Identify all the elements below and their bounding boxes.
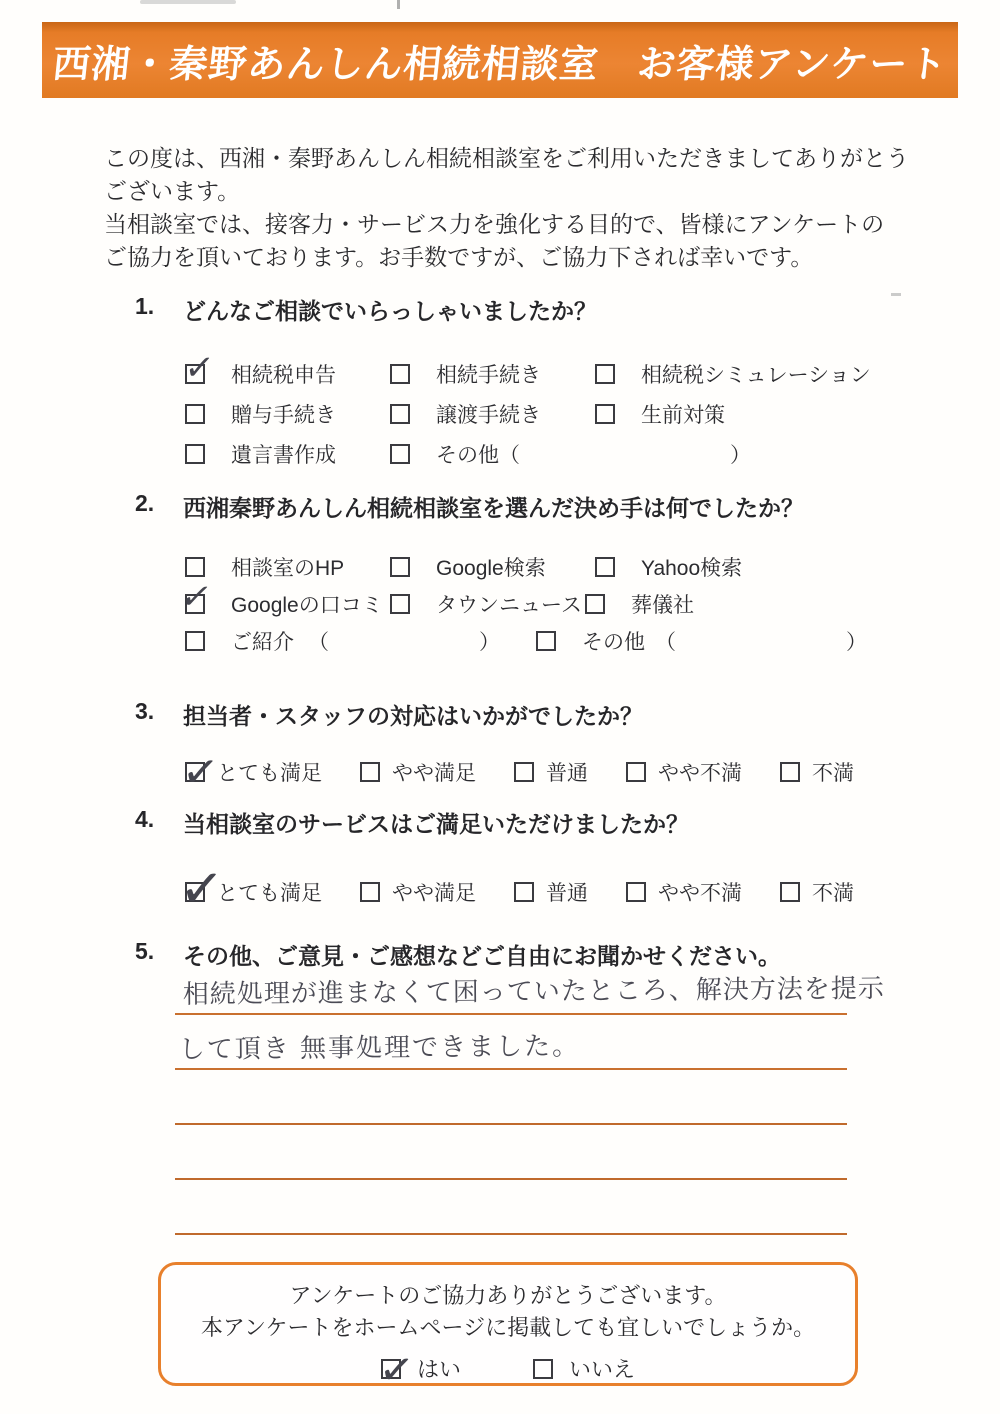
paren-open: （ xyxy=(655,630,676,654)
consent-option-no xyxy=(533,1353,635,1384)
q3-options-row xyxy=(179,745,940,800)
scan-artifact xyxy=(140,0,236,4)
question-4-title xyxy=(135,806,940,839)
intro-line: ございます。 xyxy=(104,178,241,204)
q3-option-very-satisfied xyxy=(179,745,322,800)
intro-line: ご協力を頂いております。お手数ですが、ご協力下されば幸いです。 xyxy=(104,244,814,270)
q1-option-5-checkbox[interactable] xyxy=(390,404,410,424)
option-label: Googleの口コミ xyxy=(231,593,383,617)
option-label: 贈与手続き xyxy=(231,404,336,427)
question-1-title xyxy=(135,293,940,326)
checkmark-icon: ✓ xyxy=(182,348,217,388)
paren-open: （ xyxy=(499,444,520,467)
q2-option-4 xyxy=(177,576,390,619)
option-label: 不満 xyxy=(812,762,854,785)
checkmark-icon: ✓ xyxy=(179,745,222,800)
q3-option-neutral xyxy=(514,757,588,787)
option-label: 相続税申告 xyxy=(231,364,336,387)
q4-somewhat-satisfied-checkbox[interactable] xyxy=(360,882,380,902)
paren-open: （ xyxy=(308,630,329,654)
q4-option-dissatisfied xyxy=(780,877,854,907)
q3-option-dissatisfied xyxy=(780,757,854,787)
intro-text xyxy=(104,142,909,274)
q1-options-row-2 xyxy=(185,394,940,434)
option-label: 葬儀社 xyxy=(631,593,694,617)
free-comment-area[interactable] xyxy=(175,960,885,1235)
question-number: 2. xyxy=(135,490,155,516)
question-2 xyxy=(135,490,940,659)
consent-option-yes xyxy=(376,1342,461,1396)
consent-thanks-text: アンケートのご協力ありがとうございます。 xyxy=(289,1283,727,1308)
option-label: やや不満 xyxy=(658,882,742,905)
q1-option-3 xyxy=(595,359,871,389)
checkmark-icon: ✓ xyxy=(177,576,216,617)
q2-option-referral-checkbox[interactable] xyxy=(185,631,205,651)
q1-option-7-checkbox[interactable] xyxy=(185,444,205,464)
intro-line: 当相談室では、接客力・サービス力を強化する目的で、皆様にアンケートの xyxy=(104,211,885,237)
q1-option-1 xyxy=(182,348,390,389)
consent-no-checkbox[interactable] xyxy=(533,1359,553,1379)
question-number: 3. xyxy=(135,698,155,724)
q2-options-row-3 xyxy=(185,622,940,659)
q3-neutral-checkbox[interactable] xyxy=(514,762,534,782)
comment-line[interactable] xyxy=(175,1015,847,1070)
q2-option-6-checkbox[interactable] xyxy=(585,594,605,614)
q2-option-2 xyxy=(390,552,595,582)
option-label: 相続手続き xyxy=(436,364,541,387)
q4-option-very-satisfied xyxy=(177,855,322,922)
consent-yes-checkbox[interactable] xyxy=(376,1342,417,1396)
q3-dissatisfied-checkbox[interactable] xyxy=(780,762,800,782)
q4-option-neutral xyxy=(514,877,588,907)
question-text: どんなご相談でいらっしゃいましたか？ xyxy=(183,298,597,324)
question-text: 当相談室のサービスはご満足いただけましたか？ xyxy=(183,811,689,837)
option-label: Google検索 xyxy=(436,556,546,580)
option-label: とても満足 xyxy=(217,882,322,905)
q1-option-5 xyxy=(390,399,595,429)
q2-option-3 xyxy=(595,552,742,582)
q3-option-somewhat-dissatisfied xyxy=(626,757,742,787)
question-1 xyxy=(135,293,940,474)
q3-very-satisfied-checkbox[interactable] xyxy=(179,745,222,800)
question-3 xyxy=(135,698,940,800)
q1-options-row-3 xyxy=(185,434,940,474)
consent-box xyxy=(158,1262,858,1396)
q2-option-6 xyxy=(585,589,694,619)
option-label: 普通 xyxy=(546,762,588,785)
comment-line[interactable] xyxy=(175,1125,847,1180)
question-text: その他、ご意見・ご感想などご自由にお聞かせください。 xyxy=(183,943,781,969)
option-label: とても満足 xyxy=(217,762,322,785)
option-label: タウンニュース xyxy=(436,593,582,617)
option-label: いいえ xyxy=(569,1357,636,1382)
question-4 xyxy=(135,806,940,922)
paren-close: ） xyxy=(730,444,751,467)
checkmark-icon: ✓ xyxy=(376,1342,417,1396)
q1-option-6 xyxy=(595,399,725,429)
option-label: 相続税シミュレーション xyxy=(641,364,871,387)
q4-option-somewhat-dissatisfied xyxy=(626,877,742,907)
q4-dissatisfied-checkbox[interactable] xyxy=(780,882,800,902)
intro-line: この度は、西湘・秦野あんしん相続相談室をご利用いただきましてありがとう xyxy=(104,145,909,171)
q1-option-7 xyxy=(185,439,390,469)
option-label: やや不満 xyxy=(658,762,742,785)
q4-neutral-checkbox[interactable] xyxy=(514,882,534,902)
question-number: 1. xyxy=(135,293,155,319)
option-label: 譲渡手続き xyxy=(436,404,541,427)
question-number: 5. xyxy=(135,938,155,964)
q3-option-somewhat-satisfied xyxy=(360,757,476,787)
option-label: Yahoo検索 xyxy=(641,556,743,580)
q4-option-somewhat-satisfied xyxy=(360,877,476,907)
q1-options-row-1 xyxy=(182,348,940,394)
q2-option-1 xyxy=(185,552,390,582)
page-title: 西湘・秦野あんしん相続相談室 お客様アンケート xyxy=(49,43,950,86)
comment-line[interactable] xyxy=(175,1180,847,1235)
q2-option-4-checkbox[interactable] xyxy=(177,576,216,617)
q1-option-2-checkbox[interactable] xyxy=(390,364,410,384)
q2-option-3-checkbox[interactable] xyxy=(595,557,615,577)
handwritten-comment-line-2: して頂き 無事処理できました。 xyxy=(178,1030,581,1065)
q1-option-4 xyxy=(185,399,390,429)
option-label: ご紹介 xyxy=(231,630,294,654)
q2-option-5-checkbox[interactable] xyxy=(390,594,410,614)
scan-artifact xyxy=(397,0,400,9)
question-3-title xyxy=(135,698,940,731)
question-text: 西湘秦野あんしん相続相談室を選んだ決め手は何でしたか？ xyxy=(183,495,804,521)
question-2-title xyxy=(135,490,940,523)
q2-option-other-checkbox[interactable] xyxy=(536,631,556,651)
q1-option-1-checkbox[interactable] xyxy=(182,348,217,388)
q2-options-row-2 xyxy=(177,576,940,622)
consent-question-text: 本アンケートをホームページに掲載しても宜しいでしょうか。 xyxy=(200,1315,816,1340)
option-label: 不満 xyxy=(812,882,854,905)
header-banner xyxy=(42,22,958,98)
comment-line[interactable] xyxy=(175,960,885,1015)
question-number: 4. xyxy=(135,806,155,832)
q1-option-3-checkbox[interactable] xyxy=(595,364,615,384)
q2-option-other xyxy=(536,626,867,656)
paren-close: ） xyxy=(846,630,867,654)
q3-somewhat-satisfied-checkbox[interactable] xyxy=(360,762,380,782)
q4-options-row xyxy=(177,855,940,922)
paren-close: ） xyxy=(479,630,500,654)
q2-options-row-1 xyxy=(185,548,940,585)
q4-somewhat-dissatisfied-checkbox[interactable] xyxy=(626,882,646,902)
option-label: はい xyxy=(416,1357,461,1382)
q2-option-referral xyxy=(185,626,500,656)
option-label: 普通 xyxy=(546,882,588,905)
q3-somewhat-dissatisfied-checkbox[interactable] xyxy=(626,762,646,782)
comment-line[interactable] xyxy=(175,1070,847,1125)
option-label: 相談室のHP xyxy=(231,556,345,580)
q1-option-other-checkbox[interactable] xyxy=(390,444,410,464)
q2-option-2-checkbox[interactable] xyxy=(390,557,410,577)
question-text: 担当者・スタッフの対応はいかがでしたか？ xyxy=(183,703,643,729)
handwritten-comment-line-1: 相続処理が進まなくて困っていたところ、解決方法を提示 xyxy=(182,972,885,1010)
q2-option-1-checkbox[interactable] xyxy=(185,557,205,577)
q1-option-4-checkbox[interactable] xyxy=(185,404,205,424)
consent-options-row xyxy=(161,1342,855,1396)
q1-option-2 xyxy=(390,359,595,389)
checkmark-icon: ✓ xyxy=(177,855,226,922)
option-label: やや満足 xyxy=(392,762,476,785)
option-label: 遺言書作成 xyxy=(231,444,336,467)
q2-option-5 xyxy=(390,589,585,619)
q4-very-satisfied-checkbox[interactable] xyxy=(177,855,226,922)
q1-option-6-checkbox[interactable] xyxy=(595,404,615,424)
option-label: その他 xyxy=(582,630,645,654)
option-label: やや満足 xyxy=(392,882,476,905)
option-label: 生前対策 xyxy=(641,404,725,427)
option-label: その他 xyxy=(436,444,499,467)
q1-option-other xyxy=(390,439,751,469)
